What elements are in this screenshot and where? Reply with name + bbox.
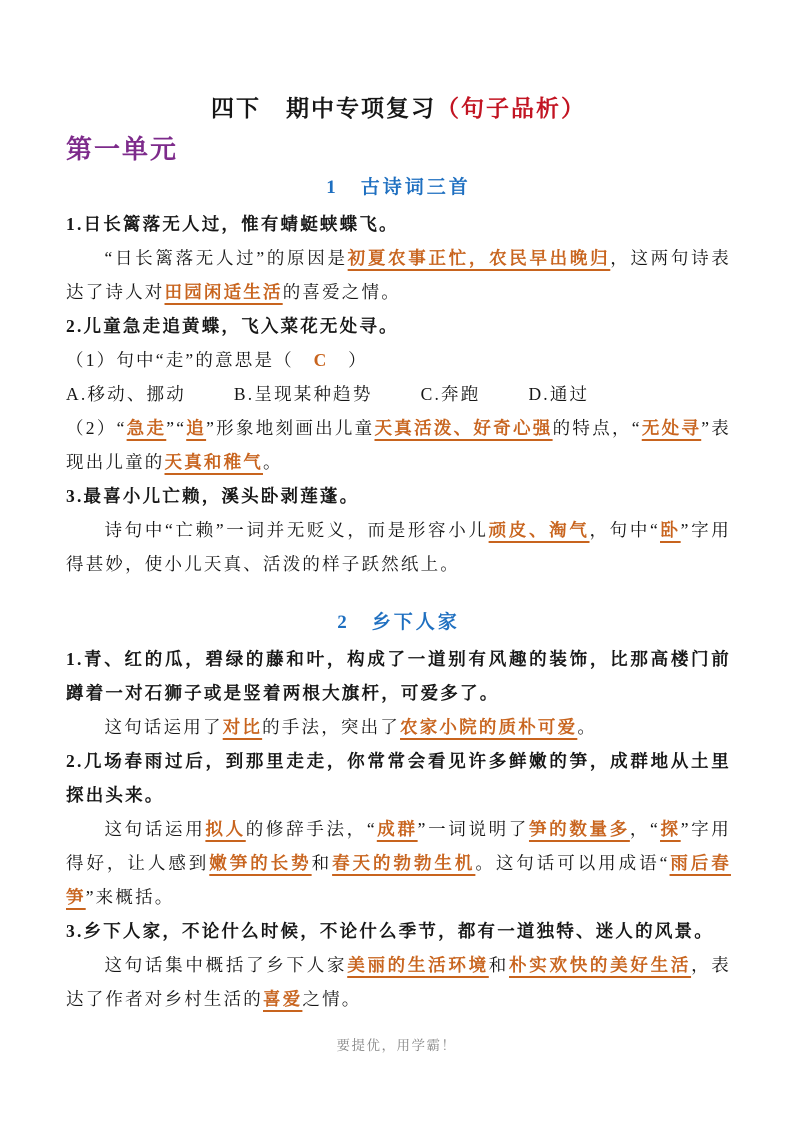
text-run: 和 [311,853,333,873]
text-run: ”形象地刻画出儿童 [206,418,375,438]
section-heading-poems: 1 古诗词三首 [326,177,471,198]
text-run: （1）句中“走”的意思是（ [66,350,314,370]
text-run: 的修辞手法，“ [245,819,377,839]
analysis-paragraph [66,513,731,581]
text-run: 3.乡下人家，不论什么时候，不论什么季节，都有一道独特、迷人的风景。 [66,921,714,941]
highlighted-phrase: 雨后春笋 [66,853,731,907]
question-sentence [66,914,731,948]
text-run: ，表达了作者对乡村生活的 [66,955,731,1009]
text-run: 。这句话可以用成语“ [475,853,670,873]
highlighted-phrase: 农家小院的质朴可爱 [400,717,578,737]
highlighted-phrase: 朴实欢快的美好生活 [509,955,692,975]
title-main-text: 四下 期中专项复习 [211,96,436,121]
analysis-paragraph [66,812,731,914]
section-heading-countryside: 2 乡下人家 [337,612,460,633]
highlighted-phrase: 天真活泼、好奇心强 [374,418,553,438]
text-run: 和 [488,955,510,975]
choice-options-line [66,377,731,411]
unit-heading: 第一单元 [66,135,179,164]
highlighted-phrase: 追 [186,418,207,438]
highlighted-phrase: 田园闲适生活 [164,282,283,302]
text-run: 这句话运用 [104,819,206,839]
analysis-paragraph [66,241,731,309]
text-run: 2.儿童急走追黄蝶，飞入菜花无处寻。 [66,316,399,336]
section-poems [66,172,731,581]
analysis-paragraph [66,411,731,479]
highlighted-phrase: 笋的数量多 [528,819,630,839]
text-run: ，句中“ [589,520,661,540]
text-run: 的喜爱之情。 [282,282,401,302]
text-run: ”字用得好，让人感到 [66,819,732,873]
document-title [66,90,731,123]
text-run: 的特点，“ [552,418,642,438]
highlighted-phrase: 顽皮、淘气 [488,520,590,540]
text-run: 诗句中“亡赖”一词并无贬义，而是形容小儿 [104,520,489,540]
question-sentence [66,642,731,710]
text-run: ”表现出儿童的 [66,418,731,472]
text-run: “日长篱落无人过”的原因是 [104,248,348,268]
text-run: ”来概括。 [85,887,175,907]
text-run: 之情。 [302,989,362,1009]
text-run: 的手法，突出了 [262,717,401,737]
text-run: 3.最喜小儿亡赖，溪头卧剥莲蓬。 [66,486,360,506]
text-run: （2）“ [66,418,127,438]
text-run: 。 [263,452,283,472]
text-run: ”字用得甚妙，使小儿天真、活泼的样子跃然纸上。 [66,520,731,574]
analysis-paragraph [66,948,731,1016]
highlighted-phrase: 无处寻 [641,418,702,438]
text-run: 1.日长篱落无人过，惟有蜻蜓蛱蝶飞。 [66,214,399,234]
highlighted-phrase: 成群 [376,819,418,839]
text-run: 这句话运用了 [104,717,223,737]
text-run: 这句话集中概括了乡下人家 [104,955,348,975]
question-sentence [66,309,731,343]
title-paren-text: （句子品析） [436,96,586,121]
text-run: ”一词说明了 [417,819,529,839]
analysis-paragraph [66,710,731,744]
text-run: B.呈现某种趋势 [233,384,373,404]
text-run: ） [328,350,368,370]
highlighted-phrase: 喜爱 [263,989,303,1009]
text-run: 1.青、红的瓜，碧绿的藤和叶，构成了一道别有风趣的装饰，比那高楼门前蹲着一对石狮子或是竖着两根大旗杆，可爱多了。 [66,649,731,703]
highlighted-phrase: 春天的勃勃生机 [332,853,476,873]
text-run: A.移动、挪动 [66,384,186,404]
text-run: D.通过 [528,384,590,404]
text-run: C.奔跑 [420,384,481,404]
section-countryside [66,607,731,1016]
answer-letter: C [313,350,329,370]
question-sentence [66,479,731,513]
highlighted-phrase: 初夏农事正忙，农民早出晚归 [347,248,611,268]
page-footer: 要提优，用学霸！ [336,1038,457,1053]
text-run: 2.几场春雨过后，到那里走走，你常常会看见许多鲜嫩的笋，成群地从土里探出头来。 [66,751,731,805]
question-sentence [66,744,731,812]
highlighted-phrase: 探 [660,819,681,839]
highlighted-phrase: 美丽的生活环境 [347,955,489,975]
highlighted-phrase: 嫩笋的长势 [209,853,312,873]
highlighted-phrase: 天真和稚气 [164,452,263,472]
question-sentence [66,207,731,241]
highlighted-phrase: 拟人 [205,819,246,839]
text-run: ，这两句诗表达了诗人对 [66,248,731,302]
text-run: 。 [577,717,598,737]
highlighted-phrase: 对比 [222,717,263,737]
choice-question-line [66,343,731,377]
highlighted-phrase: 急走 [126,418,167,438]
text-run: ，“ [629,819,661,839]
text-run: ”“ [166,418,187,438]
highlighted-phrase: 卧 [660,520,681,540]
